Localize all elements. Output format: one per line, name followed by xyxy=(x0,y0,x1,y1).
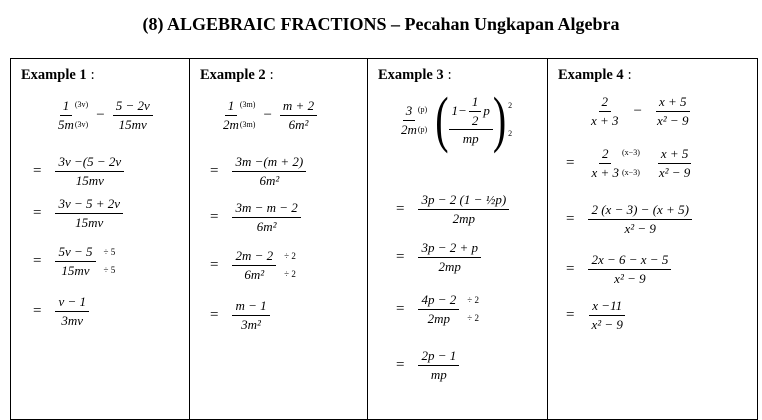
example-4-step-4: = $\frac{x -11}{\text{x² − 9}}$ xyxy=(566,299,626,331)
example-3-step-3: = $\frac{4p - 2}{2mp}$ ÷ 2 ÷ 2 xyxy=(396,292,479,326)
examples-table xyxy=(10,58,758,420)
example-3-step-2: = $\frac{3p - 2 + p}{2mp}$ xyxy=(396,241,481,273)
example-4-step-3: = $\frac{2x - 6 - x - 5}{\text{x² − 9}}$ xyxy=(566,253,671,285)
example-2-header: Example 2 : xyxy=(200,67,274,83)
example-3-step-1: = $\frac{\text{3p − 2 (1 − ½p)}}{2mp}$ xyxy=(396,193,509,225)
example-1-step-4: = $\frac{v - 1}{3mv}$ xyxy=(33,295,89,327)
example-3-question: $\frac{3}{2m}$ (p) (p) ( 1− $\frac{1}{2}$ p mp ) 2 2 xyxy=(401,84,513,155)
example-4-question: $\frac{2}{x + 3}$ − $\frac{x + 5}{\text{x² − 9}}$ xyxy=(591,94,689,128)
example-1-question: $\frac{1}{5m}$ (3v) (3v) − $\frac{5 - 2v}{15mv}$ xyxy=(55,99,153,131)
example-1-header: Example 1 : xyxy=(21,67,95,83)
example-2-step-1: = $\frac{3m -(m + 2)}{\text{6m²}}$ xyxy=(210,155,306,187)
example-4-label: Example 4 xyxy=(558,67,624,83)
example-3-column xyxy=(367,59,548,419)
example-4-column xyxy=(547,59,758,419)
example-2-step-3: = $\frac{2m - 2}{\text{6m²}}$ ÷ 2 ÷ 2 xyxy=(210,248,296,282)
page-title: (8) ALGEBRAIC FRACTIONS – Pecahan Ungkapan Algebra xyxy=(142,14,620,34)
example-2-label: Example 2 xyxy=(200,67,266,83)
example-1-step-3: = $\frac{5v - 5}{15mv}$ ÷ 5 ÷ 5 xyxy=(33,244,116,278)
example-1-label: Example 1 xyxy=(21,67,87,83)
example-3-step-4: = $\frac{2p - 1}{mp}$ xyxy=(396,349,459,381)
example-2-column xyxy=(189,59,368,419)
example-3-header: Example 3 : xyxy=(378,67,452,83)
example-1-step-2: = $\frac{3v - 5 + 2v}{15mv}$ xyxy=(33,197,123,229)
example-4-header: Example 4 : xyxy=(558,67,632,83)
example-2-question: $\frac{1}{2m}$ (3m) (3m) − $\frac{m + 2}{\text{6m²}}$ xyxy=(220,99,317,131)
example-2-step-4: = $\frac{m - 1}{\text{3m²}}$ xyxy=(210,299,270,331)
example-4-step-1: = $\frac{2}{x + 3}$ (x−3) (x−3) $\frac{x + 5}{\text{x² − 9}}$ xyxy=(566,146,691,180)
example-4-step-2: = $\frac{2 (x - 3) - (x + 5)}{\text{x² − 9}}$ xyxy=(566,203,692,235)
example-1-step-1: = $\frac{3v -(5 - 2v}{15mv}$ xyxy=(33,155,124,187)
example-1-column xyxy=(11,59,189,419)
example-2-step-2: = $\frac{3m - m - 2}{\text{6m²}}$ xyxy=(210,201,301,233)
example-3-label: Example 3 xyxy=(378,67,444,83)
